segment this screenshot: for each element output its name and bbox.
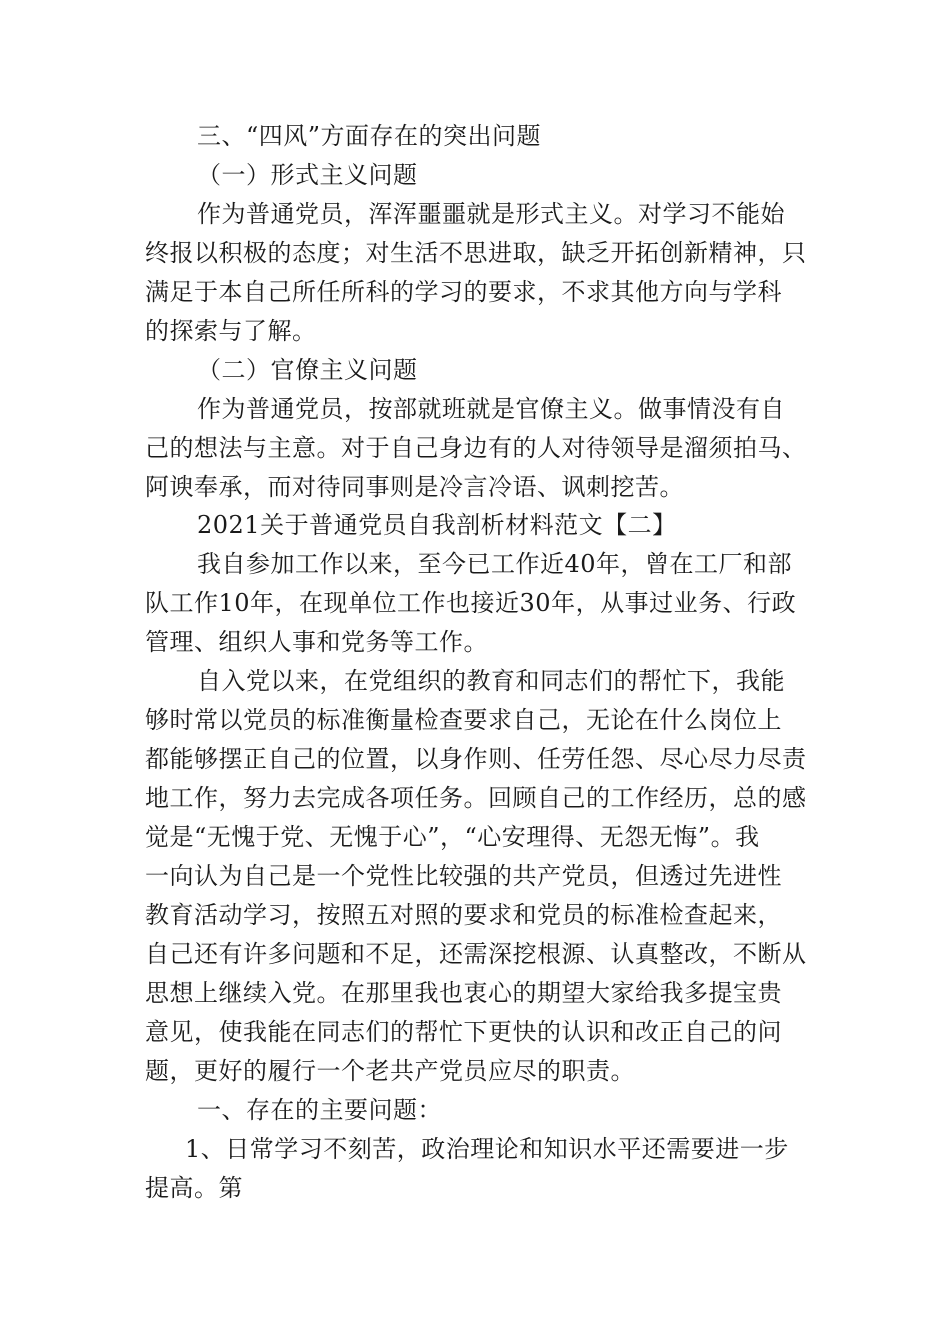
paragraph-line: 思想上继续入党。在那里我也衷心的期望大家给我多提宝贵 (145, 979, 782, 1007)
subsection-heading: （二）官僚主义问题 (197, 356, 418, 384)
paragraph-line: 教育活动学习，按照五对照的要求和党员的标准检查起来， (145, 901, 782, 929)
paragraph-line: 管理、组织人事和党务等工作。 (145, 628, 488, 656)
paragraph-line: 1、日常学习不刻苦，政治理论和知识水平还需要进一步 (185, 1135, 789, 1163)
paragraph-line: 作为普通党员，按部就班就是官僚主义。做事情没有自 (197, 395, 785, 423)
paragraph-line: 够时常以党员的标准衡量检查要求自己，无论在什么岗位上 (145, 706, 782, 734)
paragraph-line: 自入党以来，在党组织的教育和同志们的帮忙下，我能 (197, 667, 785, 695)
paragraph-line: 意见，使我能在同志们的帮忙下更快的认识和改正自己的问 (145, 1018, 782, 1046)
section-heading: 三、“四风”方面存在的突出问题 (197, 122, 542, 150)
paragraph-line: 觉是“无愧于党、无愧于心”，“心安理得、无怨无悔”。我 (145, 823, 760, 851)
paragraph-line: 阿谀奉承，而对待同事则是冷言冷语、讽刺挖苦。 (145, 473, 684, 501)
paragraph-line: 题，更好的履行一个老共产党员应尽的职责。 (145, 1057, 635, 1085)
section-heading: 一、存在的主要问题： (197, 1096, 442, 1124)
article-title: 2021关于普通党员自我剖析材料范文【二】 (197, 511, 677, 539)
subsection-heading: （一）形式主义问题 (197, 161, 418, 189)
paragraph-line: 的探索与了解。 (145, 317, 317, 345)
paragraph-line: 地工作，努力去完成各项任务。回顾自己的工作经历，总的感 (145, 784, 807, 812)
paragraph-line: 队工作10年，在现单位工作也接近30年，从事过业务、行政 (145, 589, 797, 617)
paragraph-line: 都能够摆正自己的位置，以身作则、任劳任怨、尽心尽力尽责 (145, 745, 807, 773)
paragraph-line: 自己还有许多问题和不足，还需深挖根源、认真整改，不断从 (145, 940, 807, 968)
paragraph-line: 终报以积极的态度；对生活不思进取，缺乏开拓创新精神，只 (145, 239, 807, 267)
paragraph-line: 己的想法与主意。对于自己身边有的人对待领导是溜须拍马、 (145, 434, 807, 462)
paragraph-line: 作为普通党员，浑浑噩噩就是形式主义。对学习不能始 (197, 200, 785, 228)
paragraph-line: 满足于本自己所任所科的学习的要求，不求其他方向与学科 (145, 278, 782, 306)
paragraph-line: 我自参加工作以来，至今已工作近40年，曾在工厂和部 (197, 550, 793, 578)
paragraph-line: 一向认为自己是一个党性比较强的共产党员，但透过先进性 (145, 862, 782, 890)
paragraph-line: 提高。第 (145, 1174, 243, 1202)
